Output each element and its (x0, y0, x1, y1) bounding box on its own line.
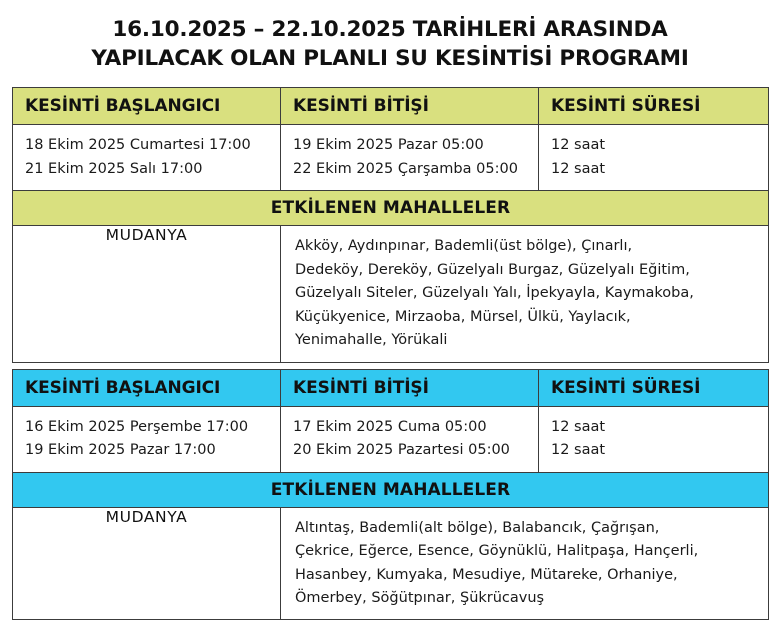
start-time: 16 Ekim 2025 Perşembe 17:00 (25, 418, 249, 435)
neighborhood-line: Ömerbey, Söğütpınar, Şükrücavuş (295, 590, 545, 606)
district-cell (13, 226, 281, 362)
district-cell (13, 507, 281, 620)
header-cell-end (281, 88, 539, 125)
page-title (12, 14, 768, 87)
district-name: MUDANYA (105, 226, 188, 245)
header-label-start: KESİNTİ BAŞLANGICI (25, 96, 221, 117)
neighborhood-line: Hasanbey, Kumyaka, Mesudiye, Mütareke, Orhaniye, (295, 566, 678, 583)
duration-value: 12 saat (551, 137, 606, 154)
neighborhood-line: Küçükyenice, Mirzaoba, Mürsel, Ülkü, Yaylacık, (295, 308, 631, 325)
header-label-end: KESİNTİ BİTİŞİ (293, 96, 429, 117)
neighborhood-line: Güzelyalı Siteler, Güzelyalı Yalı, İpekyayla, Kaymakoba, (295, 285, 694, 302)
duration-value: 12 saat (551, 442, 606, 459)
affected-header-cell (13, 472, 769, 507)
table-row (13, 125, 769, 191)
affected-header-label: ETKİLENEN MAHALLELER (270, 479, 511, 500)
header-label-duration: KESİNTİ SÜRESİ (551, 377, 701, 398)
cell-end-times (281, 125, 539, 191)
cell-durations (539, 406, 769, 472)
district-name: MUDANYA (105, 507, 188, 526)
end-time: 17 Ekim 2025 Cuma 05:00 (293, 418, 487, 435)
duration-value: 12 saat (551, 418, 606, 435)
header-label-start: KESİNTİ BAŞLANGICI (25, 377, 221, 398)
outage-block-2 (12, 369, 769, 621)
cell-durations (539, 125, 769, 191)
affected-row (13, 226, 769, 362)
neighborhood-list-cell (281, 507, 769, 620)
outage-block-1 (12, 87, 769, 362)
affected-row (13, 507, 769, 620)
end-time: 22 Ekim 2025 Çarşamba 05:00 (293, 160, 518, 177)
header-label-end: KESİNTİ BİTİŞİ (293, 377, 429, 398)
start-time: 21 Ekim 2025 Salı 17:00 (25, 160, 203, 177)
header-cell-start (13, 369, 281, 406)
end-time: 20 Ekim 2025 Pazartesi 05:00 (293, 442, 510, 459)
page-title-line-1: 16.10.2025 – 22.10.2025 TARİHLERİ ARASINDA (112, 17, 668, 42)
affected-header-row (13, 191, 769, 226)
table-row (13, 406, 769, 472)
neighborhood-list-cell (281, 226, 769, 362)
duration-value: 12 saat (551, 160, 606, 177)
header-cell-duration (539, 88, 769, 125)
neighborhood-line: Çekrice, Eğerce, Esence, Göynüklü, Halitpaşa, Hançerli, (295, 543, 699, 560)
affected-header-cell (13, 191, 769, 226)
header-label-duration: KESİNTİ SÜRESİ (551, 96, 701, 117)
neighborhood-line: Akköy, Aydınpınar, Bademli(üst bölge), Çınarlı, (295, 238, 633, 255)
end-time: 19 Ekim 2025 Pazar 05:00 (293, 137, 484, 154)
table-header-row (13, 369, 769, 406)
affected-header-row (13, 472, 769, 507)
affected-header-label: ETKİLENEN MAHALLELER (270, 198, 511, 219)
neighborhood-line: Altıntaş, Bademli(alt bölge), Balabancık, Çağrışan, (295, 519, 660, 536)
start-time: 19 Ekim 2025 Pazar 17:00 (25, 442, 216, 459)
page-title-line-2: YAPILACAK OLAN PLANLI SU KESİNTİSİ PROGRAMI (91, 45, 689, 71)
neighborhood-line: Yenimahalle, Yörükali (295, 332, 448, 349)
cell-end-times (281, 406, 539, 472)
cell-start-times (13, 125, 281, 191)
neighborhood-line: Dedeköy, Dereköy, Güzelyalı Burgaz, Güzelyalı Eğitim, (295, 261, 690, 278)
header-cell-end (281, 369, 539, 406)
cell-start-times (13, 406, 281, 472)
header-cell-duration (539, 369, 769, 406)
table-header-row (13, 88, 769, 125)
header-cell-start (13, 88, 281, 125)
start-time: 18 Ekim 2025 Cumartesi 17:00 (25, 137, 251, 154)
